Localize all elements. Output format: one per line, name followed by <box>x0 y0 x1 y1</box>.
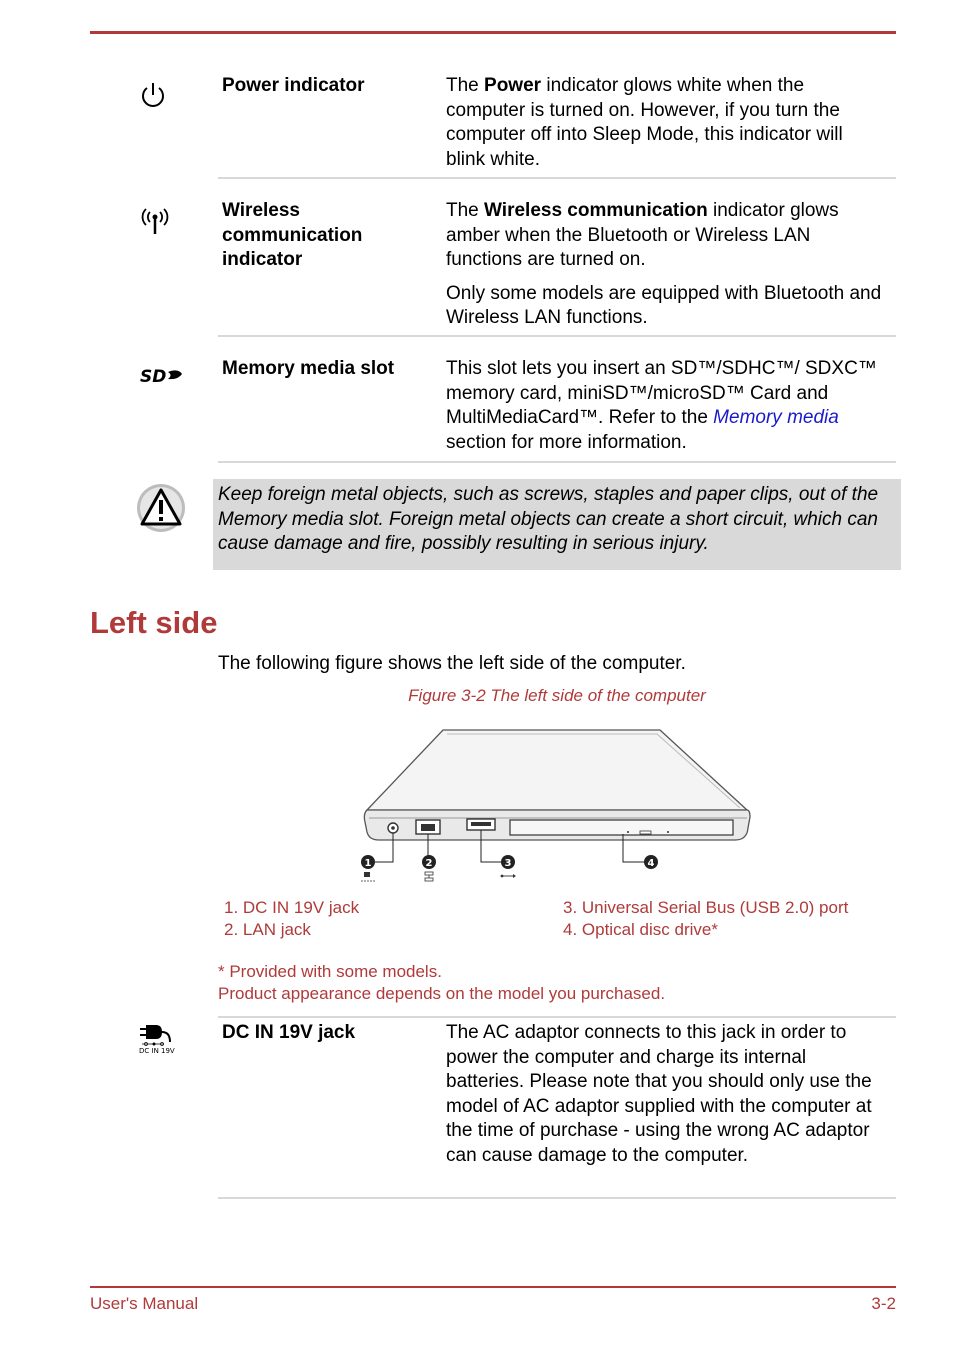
figure-caption: Figure 3-2 The left side of the computer <box>408 686 706 705</box>
footer-title: User's Manual <box>90 1294 199 1313</box>
desc-dc-in-jack: The AC adaptor connects to this jack in order to power the computer and charge its internal batteries. Please note that you should only use the model of AC adaptor supplied with the computer at the time of purchase - using the wrong AC adaptor can cause damage to the computer. <box>446 1022 872 1166</box>
footer-rule <box>90 1286 896 1288</box>
warning-icon <box>136 482 186 534</box>
laptop-left-side-figure <box>355 722 760 892</box>
desc-power-indicator: The Power indicator glows white when the computer is turned on. However, if you turn the computer off into Sleep Mode, this indicator will blink white. <box>446 75 843 170</box>
callout-2: 2 <box>425 858 433 869</box>
section-intro: The following figure shows the left side of the computer. <box>218 653 686 674</box>
power-icon <box>138 80 168 110</box>
row-separator <box>218 1016 896 1018</box>
legend-item: 1. DC IN 19V jack <box>224 898 360 917</box>
term-power-indicator: Power indicator <box>222 75 365 96</box>
warning-text: Keep foreign metal objects, such as screws, staples and paper clips, out of the Memory media slot. Foreign metal objects can create a short circuit, which can cause damage and fire, possibly resulting in serious injury. <box>218 484 879 554</box>
legend-item: 3. Universal Serial Bus (USB 2.0) port <box>563 898 849 917</box>
callout-1: 1 <box>364 858 372 869</box>
note-line: * Provided with some models. <box>218 962 442 981</box>
callout-4: 4 <box>647 858 655 869</box>
figure-notes <box>218 961 665 1005</box>
dc-in-icon-label: DC IN 19V <box>139 1047 175 1055</box>
term-dc-in-jack: DC IN 19V jack <box>222 1022 356 1043</box>
legend-item: 4. Optical disc drive* <box>563 920 718 939</box>
header-rule <box>90 31 896 34</box>
desc-wireless-indicator: The Wireless communication indicator glows amber when the Bluetooth or Wireless LAN functions are turned on. Only some models are equipped with Bluetooth and Wireless LAN functions. <box>446 200 882 328</box>
svg-text:SD: SD <box>140 367 167 386</box>
legend-item: 2. LAN jack <box>224 920 311 939</box>
term-memory-media-slot: Memory media slot <box>222 358 395 379</box>
note-line: Product appearance depends on the model you purchased. <box>218 984 666 1003</box>
legend-left <box>224 897 359 941</box>
row-separator <box>218 177 896 179</box>
desc-memory-media-slot: This slot lets you insert an SD™/SDHC™/ SDXC™ memory card, miniSD™/microSD™ Card and MultiMediaCard™. Refer to the Memory media section for more information. <box>446 358 877 453</box>
wireless-icon <box>139 204 171 236</box>
row-separator <box>218 335 896 337</box>
memory-media-link[interactable]: Memory media <box>713 407 839 428</box>
callout-3: 3 <box>504 858 512 869</box>
page-number: 3-2 <box>871 1294 896 1313</box>
row-separator <box>218 1197 896 1199</box>
row-separator <box>218 461 896 463</box>
section-title: Left side <box>90 605 218 640</box>
legend-right <box>563 897 848 941</box>
term-wireless-indicator: Wireless communication indicator <box>222 200 363 270</box>
usb-glyph-icon <box>501 874 516 878</box>
lan-glyph-icon <box>425 872 433 881</box>
dc-in-glyph-icon <box>361 872 375 881</box>
sd-card-icon <box>138 366 184 386</box>
